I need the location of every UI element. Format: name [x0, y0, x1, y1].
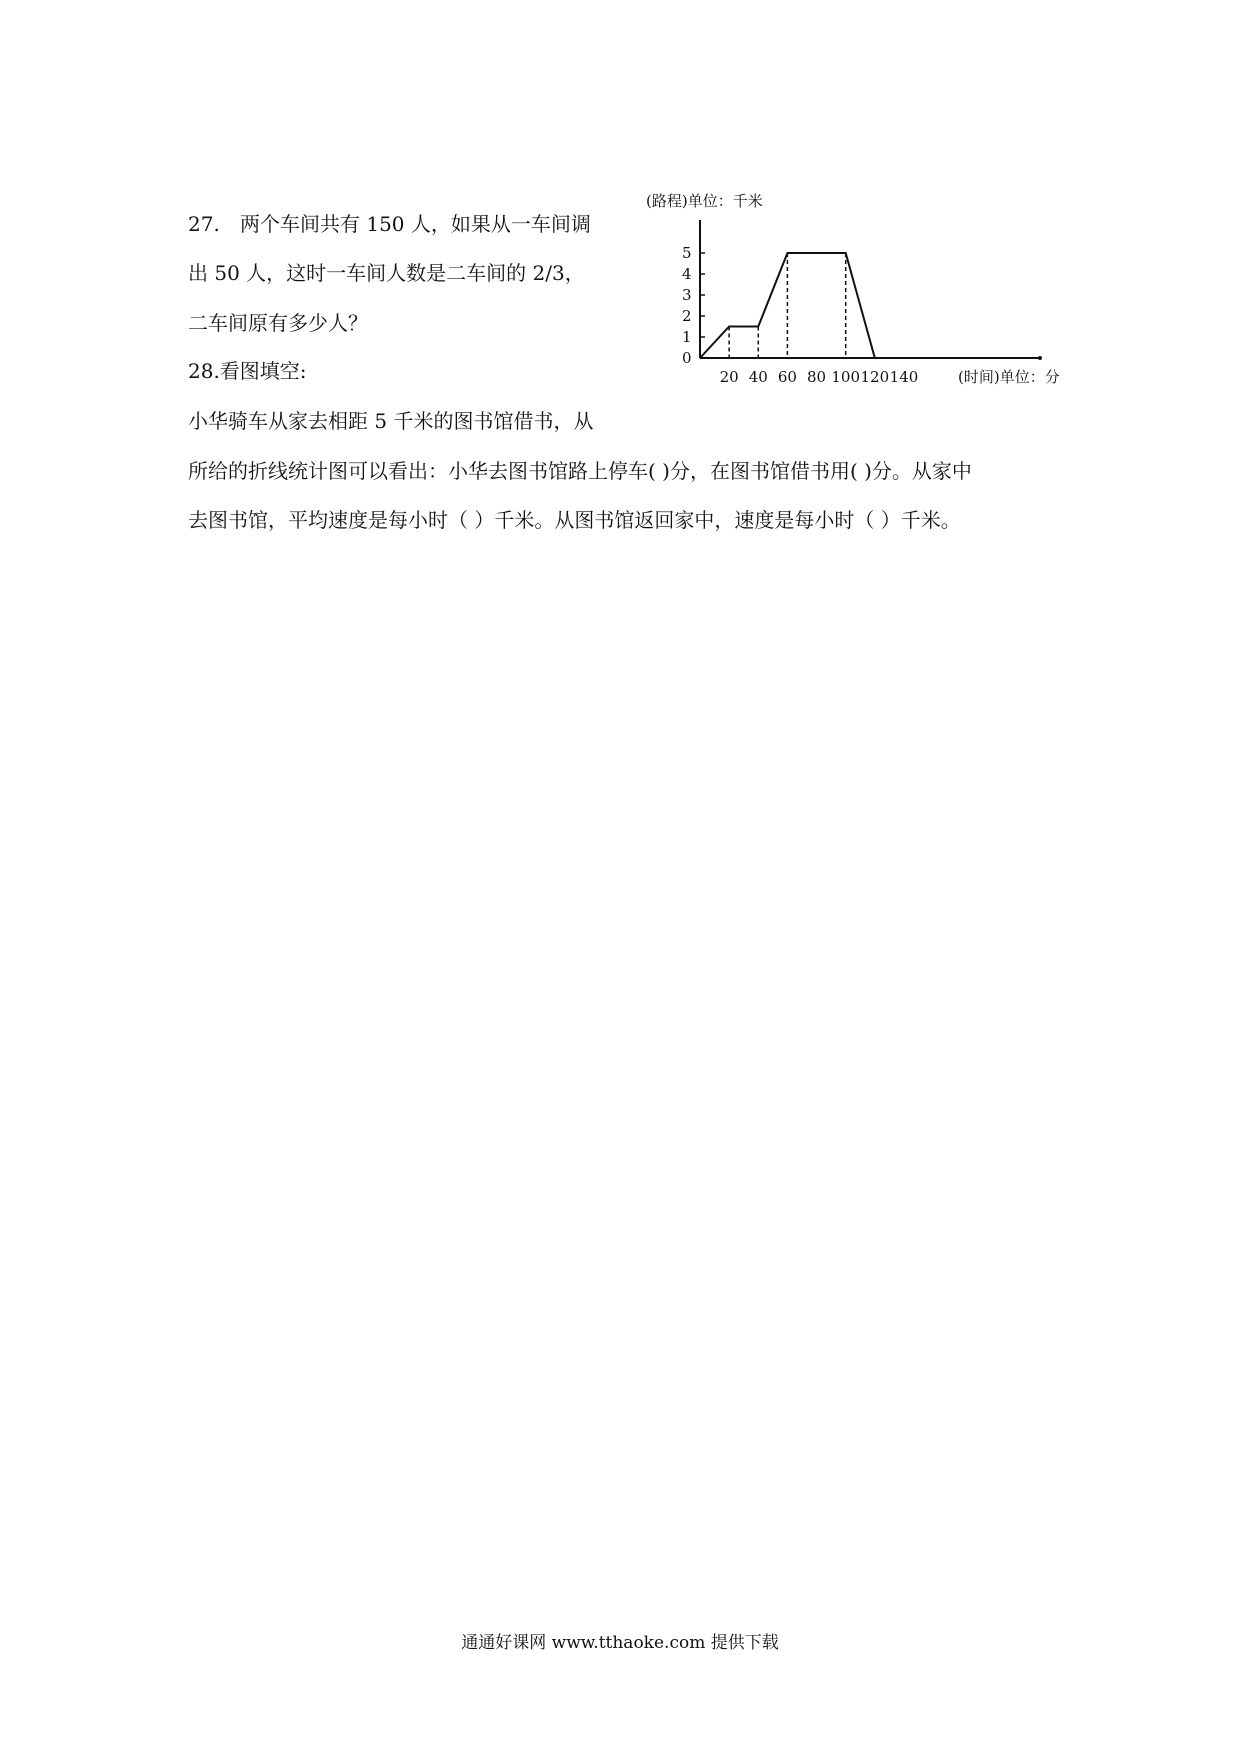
distance-time-line-chart: [640, 190, 1100, 390]
question-27-text-1: 两个车间共有 150 人，如果从一车间调: [240, 212, 591, 236]
chart-x-tick-label: 100: [831, 368, 861, 386]
question-27-line-2: 出 50 人，这时一车间人数是二车间的 2/3，: [188, 261, 585, 285]
chart-x-axis-label: (时间)单位：分: [958, 368, 1060, 386]
chart-x-tick-label: 80: [807, 368, 827, 386]
chart-x-axis-end-dot: [1038, 356, 1042, 360]
chart-y-tick-label: 3: [682, 286, 692, 304]
chart-x-tick-label: 60: [777, 368, 797, 386]
chart-x-tick-label: 20: [719, 368, 739, 386]
chart-y-tick-label: 0: [682, 349, 692, 367]
question-27-line-1: [188, 212, 591, 236]
page-footer: 通通好课网 www.tthaoke.com 提供下载: [461, 1633, 779, 1653]
chart-x-tick-label: 140: [889, 368, 919, 386]
question-28-line-3: 去图书馆，平均速度是每小时（ ）千米。从图书馆返回家中，速度是每小时（ ）千米。: [188, 508, 961, 532]
chart-x-tick-label: 120: [860, 368, 890, 386]
chart-dashed-guides: [729, 253, 846, 358]
chart-y-axis-label: (路程)单位：千米: [646, 192, 763, 210]
chart-y-tick-label: 4: [682, 265, 692, 283]
question-27-number: 27.: [188, 212, 220, 236]
chart-x-tick-label: 40: [748, 368, 768, 386]
chart-y-tick-label: 2: [682, 307, 692, 325]
chart-y-tick-label: 1: [682, 328, 692, 346]
chart-x-ticks: [720, 368, 919, 386]
chart-y-ticks: [682, 244, 705, 367]
question-28-line-2: 所给的折线统计图可以看出：小华去图书馆路上停车( )分，在图书馆借书用( )分。从家中: [188, 459, 972, 483]
question-28-title: 28.看图填空:: [188, 359, 307, 383]
question-27-line-3: 二车间原有多少人？: [188, 311, 368, 335]
chart-y-tick-label: 5: [682, 244, 692, 262]
question-28-line-1: 小华骑车从家去相距 5 千米的图书馆借书，从: [188, 409, 594, 433]
